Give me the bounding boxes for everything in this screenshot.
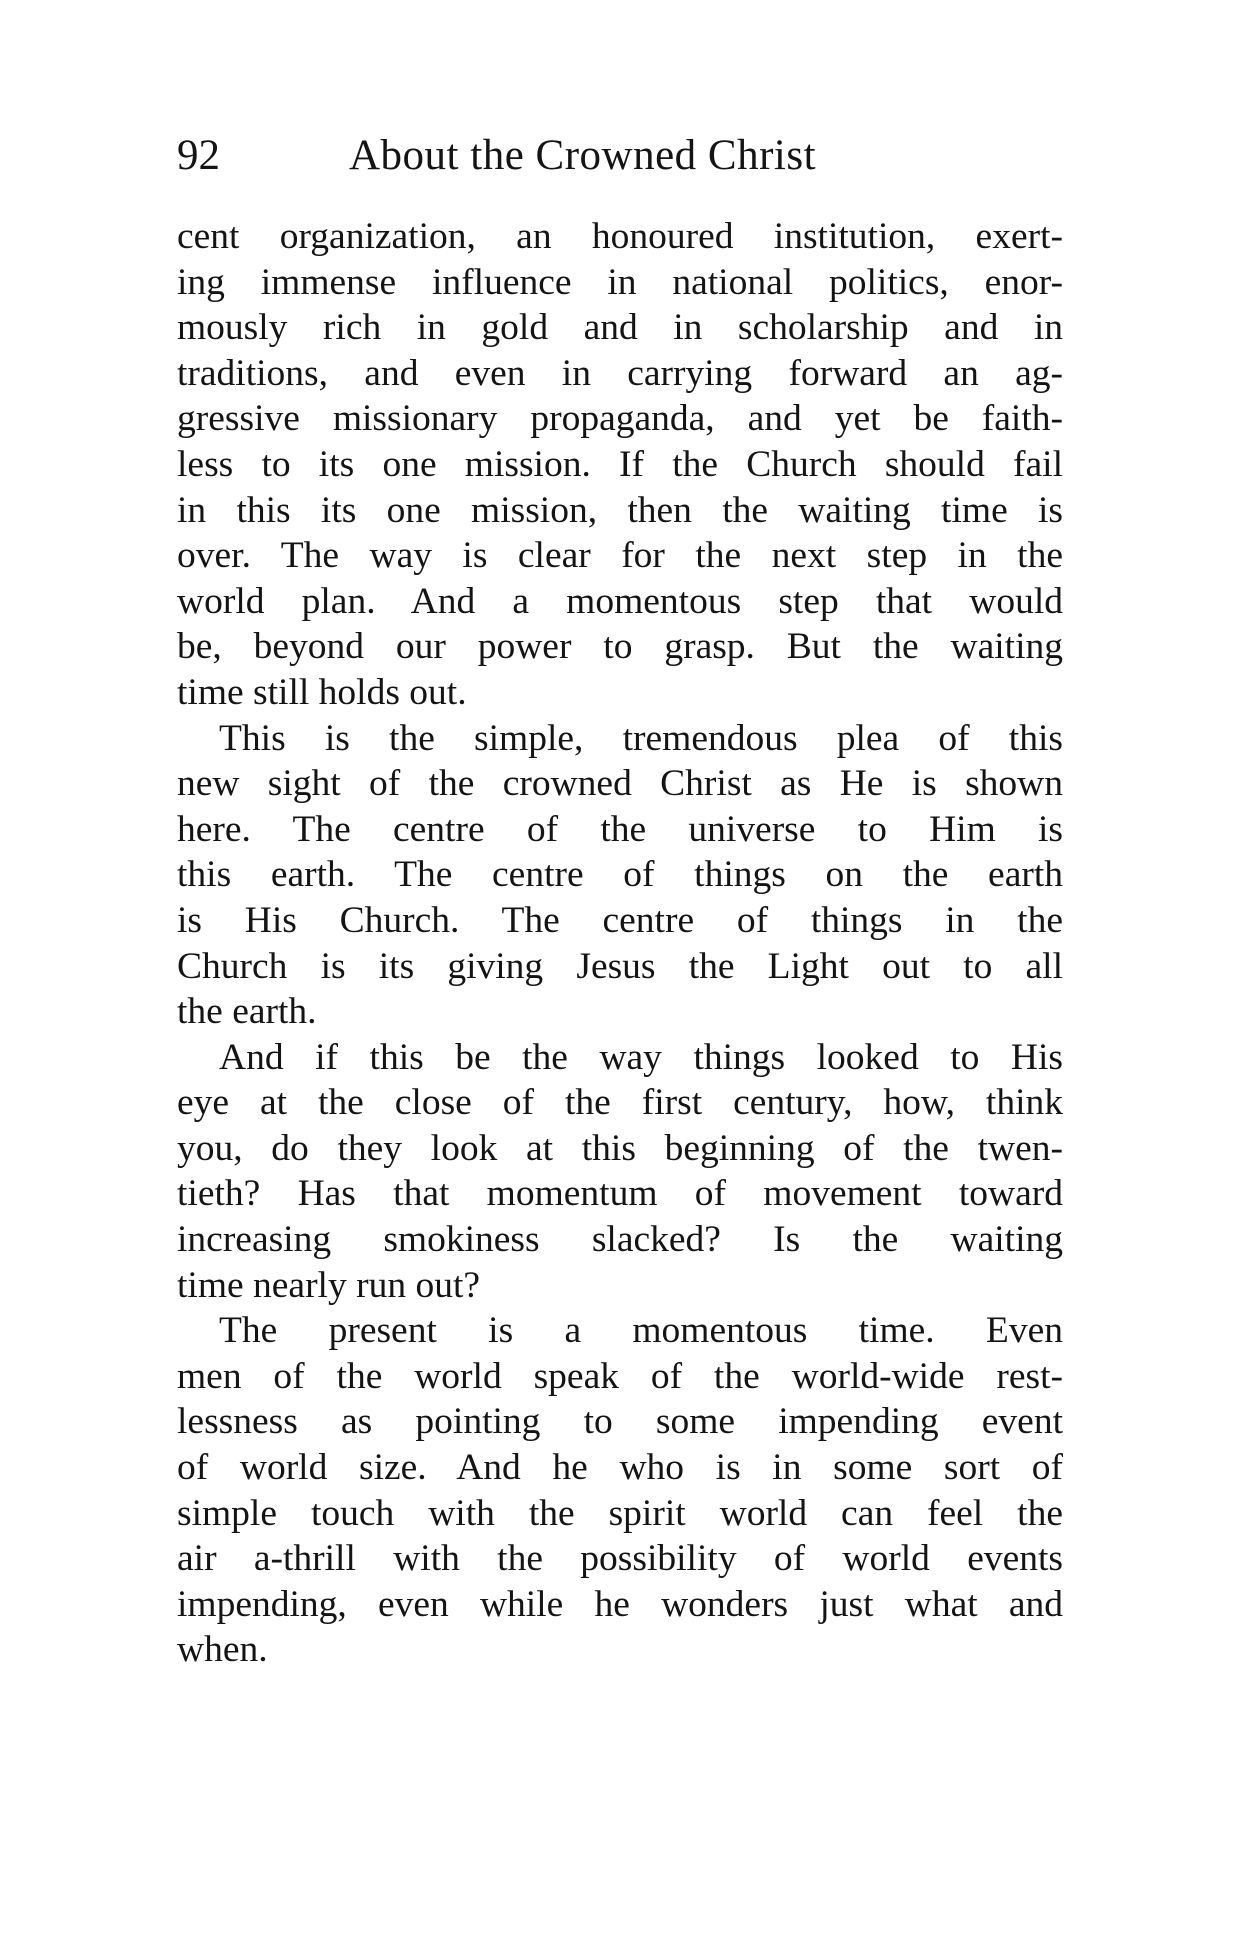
text-line: is His Church. The centre of things in the (177, 899, 1063, 941)
text-line: here. The centre of the universe to Him is (177, 808, 1063, 850)
text-line: over. The way is clear for the next step in the (177, 535, 1063, 577)
text-line: impending, even while he wonders just what and (177, 1583, 1063, 1625)
text-line: simple touch with the spirit world can feel the (177, 1492, 1063, 1534)
text-line: tieth? Has that momentum of movement toward (177, 1173, 1063, 1215)
text-line: men of the world speak of the world-wide rest- (177, 1355, 1063, 1397)
text-line: eye at the close of the first century, how, think (177, 1082, 1063, 1124)
text-line: This is the simple, tremendous plea of this (219, 717, 1063, 759)
text-line: And if this be the way things looked to His (219, 1036, 1063, 1078)
text-line: cent organization, an honoured institution, exert- (177, 216, 1063, 257)
text-line: increasing smokiness slacked? Is the waiting (177, 1219, 1063, 1261)
text-line: you, do they look at this beginning of the twen- (177, 1127, 1063, 1169)
page-header (177, 128, 1077, 184)
text-line: when. (177, 1629, 268, 1671)
text-line: lessness as pointing to some impending event (177, 1401, 1063, 1443)
text-line: less to its one mission. If the Church should fail (177, 443, 1063, 485)
text-line: air a-thrill with the possibility of world events (177, 1538, 1063, 1580)
paragraph (177, 716, 1063, 1035)
text-line: of world size. And he who is in some sort of (177, 1447, 1063, 1489)
text-line: this earth. The centre of things on the earth (177, 854, 1063, 896)
text-line: time still holds out. (177, 671, 467, 713)
text-line: ing immense influence in national politics, enor- (177, 261, 1063, 303)
text-line: traditions, and even in carrying forward an ag- (177, 352, 1063, 394)
text-line: gressive missionary propaganda, and yet be faith- (177, 398, 1063, 440)
text-line: The present is a momentous time. Even (219, 1310, 1063, 1352)
text-line: be, beyond our power to grasp. But the waiting (177, 626, 1063, 668)
text-line: in this its one mission, then the waiting time is (177, 489, 1063, 531)
text-line: world plan. And a momentous step that would (177, 580, 1063, 622)
body-text (177, 214, 1063, 1673)
paragraph (177, 1035, 1063, 1309)
paragraph (177, 214, 1063, 716)
text-line: Church is its giving Jesus the Light out to all (177, 945, 1063, 987)
text-line: the earth. (177, 991, 317, 1033)
text-line: new sight of the crowned Christ as He is shown (177, 763, 1063, 805)
paragraph (177, 1308, 1063, 1673)
text-line: time nearly run out? (177, 1264, 481, 1306)
text-line: mously rich in gold and in scholarship and in (177, 307, 1063, 349)
running-title: About the Crowned Christ (349, 132, 817, 179)
page-number: 92 (177, 132, 220, 179)
